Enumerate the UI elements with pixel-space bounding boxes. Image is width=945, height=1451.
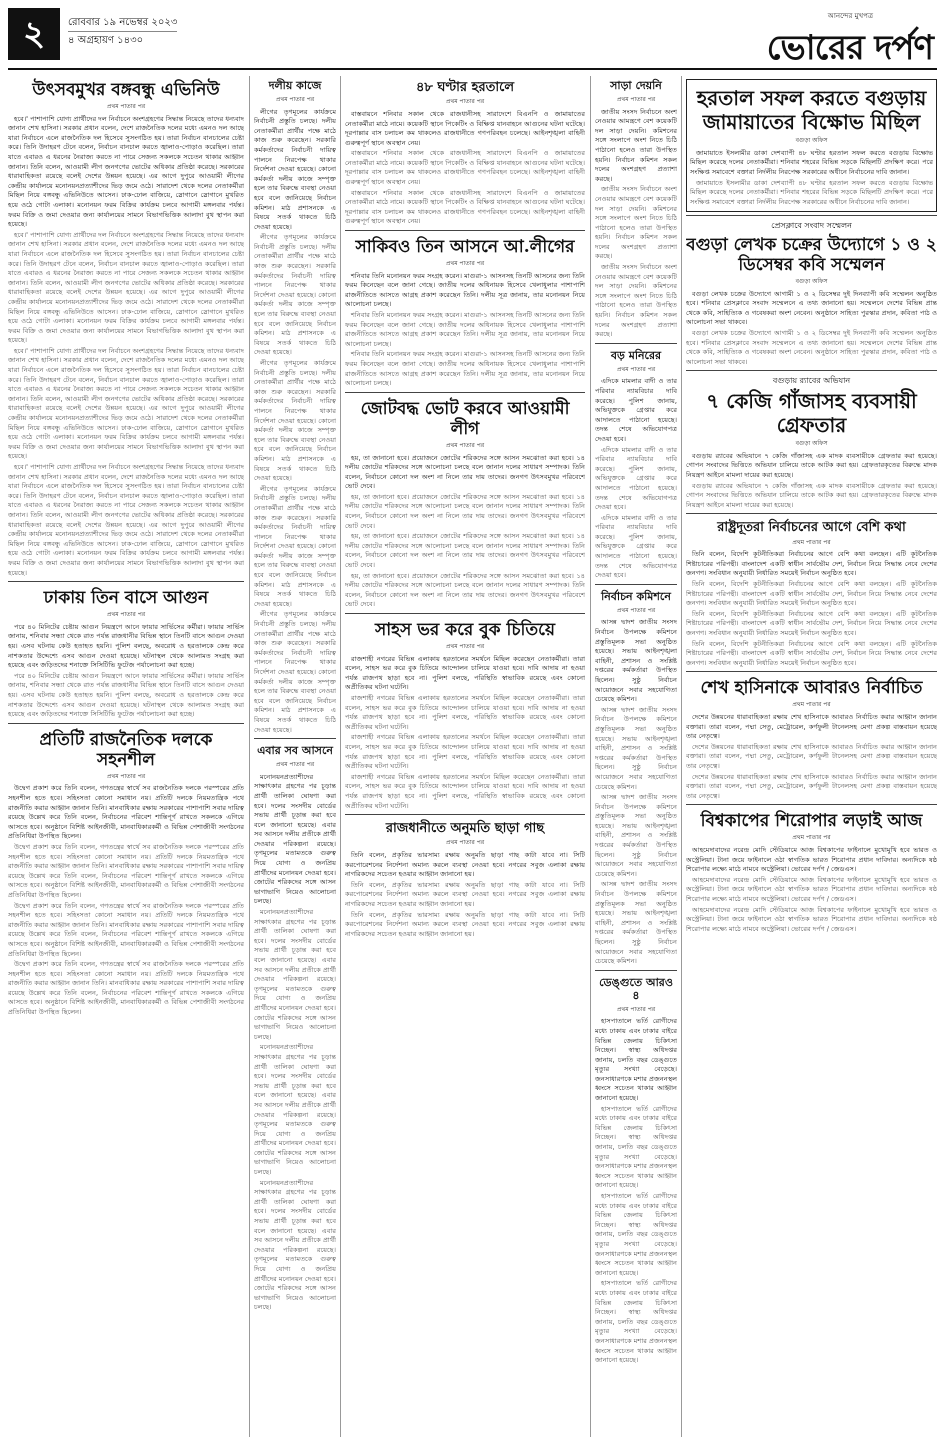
article-body: পরে ৪০ মিনিটের চেষ্টায় আগুন নিয়ন্ত্রণে আনে ফায়ার সার্ভিসের কর্মীরা। ফায়ার সার্ভিস জানায়, শনিবার সন্ধ্যা থেকে রাত পর্যন্ত রাজধানীর বিভিন্ন স্থানে তিনটি বাসে আগুন দেওয়া হয়। এসব ঘটনায় কেউ হতাহত হয়নি। পুলিশ বলছে, অবরোধ ও হরতালকে কেন্দ্র করে নাশকতার উদ্দেশ্যে এসব আগুন দেওয়া হয়েছে। ঘটনাস্থল থেকে আলামত সংগ্রহ করা হয়েছে এবং জড়িতদের শনাক্তে সিসিটিভি ফুটেজ পর্যালোচনা করা হচ্ছে। — [8, 622, 244, 670]
article-body: হাসপাতালে ভর্তি রোগীদের মধ্যে ঢাকায় এবং ঢাকার বাইরে বিভিন্ন জেলায় চিকিৎসা নিচ্ছেন। স্বাস্থ্য অধিদপ্তর জানায়, চলতি বছর ডেঙ্গুতে মৃত্যুর সংখ্যা বেড়েছে। জনসাধারণকে মশার প্রজননস্থল ধ্বংসে সচেতন থাকার আহ্বান জানানো হয়েছে। — [595, 1104, 677, 1190]
article-12 — [595, 343, 677, 581]
kicker: বগুড়ায় র‍্যাবের অভিযান — [772, 376, 851, 386]
article-body: দেশের উন্নয়নের ধারাবাহিকতা রক্ষায় শেখ হাসিনাকে আবারও নির্বাচিত করার আহ্বান জানান বক্তারা। তারা বলেন, পদ্মা সেতু, মেট্রোরেল, কর্ণফুলী টানেলসহ মেগা প্রকল্প বাস্তবায়ন হয়েছে তার নেতৃত্বে। — [686, 742, 937, 770]
article-body: বাস্তবায়নে শনিবার সকাল থেকে রাজধানীসহ সারাদেশে বিএনপি ও জামায়াতের নেতাকর্মীরা মাঠে নামে। কয়েকটি স্থানে পিকেটিং ও বিক্ষিপ্ত যানবাহনে আগুনের ঘটনা ঘটেছে। দূরপাল্লার বাস চলাচল কম থাকলেও রাজধানীতে গণপরিবহন চলেছে। আইনশৃঙ্খলা বাহিনী গুরুত্বপূর্ণ স্থানে অবস্থান নেয়। — [345, 109, 585, 147]
byline: প্রথম পাতার পর — [106, 103, 146, 111]
article-body: হবে।' পাশাপাশি যোগ্য প্রার্থীদের দল নির্বাচনে অংশগ্রহণের সিদ্ধান্ত নিয়েছে তাদের ধন্যবাদ জানান শেখ হাসিনা। সরকার প্রধান বলেন, দেশে রাজনৈতিক দলের মধ্যে এমনও দল আছে যারা নির্বাচনে এলে রাজনৈতিক দল হিসেবে সুসংগঠিত হয়। তারা নির্বাচন বানচালের চেষ্টা করে। তিনি উদাহরণ টেনে বলেন, নির্বাচন বানচাল করতে জ্বালাও-পোড়াও করেছিল। তারা যাতে এবারও এ ধরনের নৈরাজ্য করতে না পারে সেজন্য সকলকে সচেতন থাকার আহ্বান জানান। তিনি বলেন, আওয়ামী লীগ জনগণের ভোটের অধিকার প্রতিষ্ঠা করেছে। সরকারের ধারাবাহিকতা রয়েছে বলেই দেশের উন্নয়ন হয়েছে। এর আগে দুপুরে আওয়ামী লীগের কেন্দ্রীয় কার্যালয়ে মনোনয়নপ্রত্যাশীদের ভিড় জমে ওঠে। সারাদেশ থেকে দলের নেতাকর্মীরা মিছিল নিয়ে বঙ্গবন্ধু এভিনিউতে আসেন। ঢাক-ঢোল বাজিয়ে, স্লোগানে স্লোগানে মুখরিত হয়ে ওঠে গোটা এলাকা। মনোনয়ন ফরম বিক্রির কার্যক্রম চলবে আগামী মঙ্গলবার পর্যন্ত। ফরম বিক্রি ও জমা দেওয়ার জন্য কার্যালয়ের সামনে বিভাগভিত্তিক আলাদা বুথ স্থাপন করা হয়েছে। — [8, 346, 244, 461]
article-body: জামায়াতে ইসলামীর ডাকা দেশব্যাপী ৪৮ ঘণ্টার হরতাল সফল করতে বগুড়ায় বিক্ষোভ মিছিল করেছে দলের নেতাকর্মীরা। শনিবার শহরের বিভিন্ন সড়কে মিছিলটি প্রদক্ষিণ করে। পরে সংক্ষিপ্ত সমাবেশে বক্তারা নির্দলীয় নিরপেক্ষ সরকারের অধীনে নির্বাচনের দাবি জানান। — [690, 148, 933, 176]
headline: দলীয় কাজে — [268, 79, 322, 92]
article-body: হাসপাতালে ভর্তি রোগীদের মধ্যে ঢাকায় এবং ঢাকার বাইরে বিভিন্ন জেলায় চিকিৎসা নিচ্ছেন। স্বাস্থ্য অধিদপ্তর জানায়, চলতি বছর ডেঙ্গুতে মৃত্যুর সংখ্যা বেড়েছে। জনসাধারণকে মশার প্রজননস্থল ধ্বংসে সচেতন থাকার আহ্বান জানানো হয়েছে। — [595, 1192, 677, 1277]
column-3 — [345, 76, 585, 1436]
article-body: রাজশাহী নগরের বিভিন্ন এলাকায় হরতালের সমর্থনে মিছিল করেছেন নেতাকর্মীরা। তারা বলেন, সাহস ভর করে বুক চিতিয়ে আন্দোলন চালিয়ে যাওয়া হবে। দাবি আদায় না হওয়া পর্যন্ত রাজপথ ছাড়া হবে না। পুলিশ বলছে, পরিস্থিতি স্বাভাবিক রয়েছে এবং কোনো অপ্রীতিকর ঘটনা ঘটেনি। — [345, 733, 585, 771]
article-13 — [595, 584, 677, 967]
byline: প্রথম পাতার পর — [106, 772, 146, 780]
byline: বগুড়া অফিস — [795, 137, 828, 145]
byline: প্রথম পাতার পর — [445, 98, 485, 106]
article-8 — [345, 392, 585, 610]
article-body: জাতীয় সংসদ নির্বাচনে অংশ নেওয়ার আমন্ত্রণে বেশ কয়েকটি দল সাড়া দেয়নি। কমিশনের সঙ্গে সংলাপে অংশ নিতে চিঠি পাঠানো হলেও তারা উপস্থিত হয়নি। নির্বাচন কমিশন সকল দলের অংশগ্রহণ প্রত্যাশা করছে। — [595, 107, 677, 183]
byline: প্রথম পাতার পর — [106, 611, 146, 619]
article-6 — [345, 80, 585, 227]
headline: বড় মনিরের — [610, 348, 662, 362]
article-body: বগুড়ায় র‍্যাবের অভিযানে ৭ কেজি গাঁজাসহ এক মাদক ব্যবসায়ীকে গ্রেফতার করা হয়েছে। গোপন সংবাদের ভিত্তিতে অভিযান চালিয়ে তাকে আটক করা হয়। গ্রেফতারকৃতের বিরুদ্ধে মাদক নিয়ন্ত্রণ আইনে মামলা দায়ের করা হয়েছে। — [686, 451, 937, 479]
article-body: আসন্ন দ্বাদশ জাতীয় সংসদ নির্বাচন উপলক্ষে কমিশনে প্রস্তুতিমূলক সভা অনুষ্ঠিত হয়েছে। সভায় আইনশৃঙ্খলা বাহিনী, প্রশাসন ও সংশ্লিষ্ট দপ্তরের কর্মকর্তারা উপস্থিত ছিলেন। সুষ্ঠু নির্বাচন আয়োজনে সবার সহযোগিতা চেয়েছে কমিশন। — [595, 618, 677, 704]
byline: প্রথম পাতার পর — [445, 643, 485, 651]
article-body: শনিবার তিনি মনোনয়ন ফরম সংগ্রহ করেন। মাগুরা-১ আসনসহ তিনটি আসনের জন্য তিনি ফরম কিনেছেন বলে জানা গেছে। জাতীয় দলের অধিনায়ক হিসেবে খেলাধুলার পাশাপাশি রাজনীতিতে আসতে আগ্রহ প্রকাশ করেছেন তিনি। দলীয় সূত্র জানায়, তার মনোনয়ন নিয়ে আলোচনা চলছে। — [345, 350, 585, 388]
page-number: ২ — [8, 8, 60, 60]
article-body: আসন্ন দ্বাদশ জাতীয় সংসদ নির্বাচন উপলক্ষে কমিশনে প্রস্তুতিমূলক সভা অনুষ্ঠিত হয়েছে। সভায় আইনশৃঙ্খলা বাহিনী, প্রশাসন ও সংশ্লিষ্ট দপ্তরের কর্মকর্তারা উপস্থিত ছিলেন। সুষ্ঠু নির্বাচন আয়োজনে সবার সহযোগিতা চেয়েছে কমিশন। — [595, 705, 677, 791]
column-5 — [686, 76, 937, 1436]
headline: নির্বাচন কমিশনে — [601, 589, 671, 603]
article-body: এদিকে মামলার বাদী ও তার পরিবার ন্যায়বিচার দাবি করেছে। পুলিশ জানায়, অভিযুক্তকে গ্রেপ্তার করে আদালতে পাঠানো হয়েছে। তদন্ত শেষে অভিযোগপত্র দেওয়া হবে। — [595, 445, 677, 512]
article-body: তিনি বলেন, বিদেশি কূটনীতিকরা নির্বাচনের আগে বেশি কথা বলছেন। এটি কূটনৈতিক শিষ্টাচারের পরিপন্থী। বাংলাদেশ একটি স্বাধীন সার্বভৌম দেশ, নির্বাচন নিয়ে সিদ্ধান্ত নেবে দেশের জনগণ। সংবিধান অনুযায়ী নির্ধারিত সময়েই নির্বাচন অনুষ্ঠিত হবে। — [686, 609, 937, 637]
byline: প্রথম পাতার পর — [616, 365, 656, 373]
article-body: বাস্তবায়নে শনিবার সকাল থেকে রাজধানীসহ সারাদেশে বিএনপি ও জামায়াতের নেতাকর্মীরা মাঠে নামে। কয়েকটি স্থানে পিকেটিং ও বিক্ষিপ্ত যানবাহনে আগুনের ঘটনা ঘটেছে। দূরপাল্লার বাস চলাচল কম থাকলেও রাজধানীতে গণপরিবহন চলেছে। আইনশৃঙ্খলা বাহিনী গুরুত্বপূর্ণ স্থানে অবস্থান নেয়। — [345, 149, 585, 187]
article-body: আহমেদাবাদের নরেন্দ্র মোদি স্টেডিয়ামে আজ বিশ্বকাপের ফাইনালে মুখোমুখি হবে ভারত ও অস্ট্রেলিয়া। টানা জয়ে ফাইনালে ওঠা স্বাগতিক ভারত শিরোপার প্রধান দাবিদার। অন্যদিকে ষষ্ঠ শিরোপার লক্ষ্যে মাঠে নামবে অস্ট্রেলিয়া। ভোরের দর্পণ / জেডএস। — [686, 905, 937, 933]
headline: সাড়া দেয়নি — [610, 79, 662, 92]
article-body: উদ্বেগ প্রকাশ করে তিনি বলেন, গণতন্ত্রের স্বার্থে সব রাজনৈতিক দলকে পরস্পরের প্রতি সহনশীল হতে হবে। সহিংসতা কোনো সমাধান নয়। প্রতিটি দলকে নিয়মতান্ত্রিক পথে রাজনীতি করার আহ্বান জানান তিনি। মানবাধিকার রক্ষায় সরকারের পাশাপাশি সবার দায়িত্ব রয়েছে উল্লেখ করে তিনি বলেন, নির্বাচনের পরিবেশ শান্তিপূর্ণ রাখতে সকলকে এগিয়ে আসতে হবে। অনুষ্ঠানে বিশিষ্ট আইনজীবী, মানবাধিকারকর্মী ও বিভিন্ন পেশাজীবী সংগঠনের প্রতিনিধিরা উপস্থিত ছিলেন। — [8, 901, 244, 958]
article-body: রাজশাহী নগরের বিভিন্ন এলাকায় হরতালের সমর্থনে মিছিল করেছেন নেতাকর্মীরা। তারা বলেন, সাহস ভর করে বুক চিতিয়ে আন্দোলন চালিয়ে যাওয়া হবে। দাবি আদায় না হওয়া পর্যন্ত রাজপথ ছাড়া হবে না। পুলিশ বলছে, পরিস্থিতি স্বাভাবিক রয়েছে এবং কোনো অপ্রীতিকর ঘটনা ঘটেনি। — [345, 772, 585, 810]
byline: বগুড়া অফিস — [795, 440, 828, 448]
article-body: হাসপাতালে ভর্তি রোগীদের মধ্যে ঢাকায় এবং ঢাকার বাইরে বিভিন্ন জেলায় চিকিৎসা নিচ্ছেন। স্বাস্থ্য অধিদপ্তর জানায়, চলতি বছর ডেঙ্গুতে মৃত্যুর সংখ্যা বেড়েছে। জনসাধারণকে মশার প্রজননস্থল ধ্বংসে সচেতন থাকার আহ্বান জানানো হয়েছে। — [595, 1279, 677, 1365]
article-body: লীগের তৃণমূলের কার্যক্রমে নির্বাচনী প্রস্তুতি চলছে। দলীয় নেতাকর্মীরা প্রার্থীর পক্ষে মাঠে কাজ শুরু করেছেন। সরকারি কর্মকর্তাদের নির্বাচনী দায়িত্ব পালনে নিরপেক্ষ থাকার নির্দেশনা দেওয়া হয়েছে। কোনো কর্মকর্তা দলীয় কাজে সম্পৃক্ত হলে তার বিরুদ্ধে ব্যবস্থা নেওয়া হবে বলে জানিয়েছে নির্বাচন কমিশন। মাঠ প্রশাসনকে এ বিষয়ে সতর্ক থাকতে চিঠি দেওয়া হয়েছে। — [254, 233, 336, 357]
headline: ঢাকায় তিন বাসে আগুন — [43, 588, 209, 609]
page-header — [8, 8, 937, 70]
article-15 — [686, 79, 937, 212]
article-3 — [8, 723, 244, 1018]
headline: উৎসবমুখর বঙ্গবন্ধু এভিনিউ — [32, 80, 220, 100]
article-body: তিনি বলেন, প্রকৃতির ভারসাম্য রক্ষায় অনুমতি ছাড়া গাছ কাটা যাবে না। সিটি করপোরেশনের নির্দেশনা অমান্য করলে ব্যবস্থা নেওয়া হবে। নগরের সবুজ এলাকা রক্ষায় নাগরিকদের সচেতন হওয়ার আহ্বান জানানো হয়। — [345, 880, 585, 909]
article-body: বগুড়া লেখক চক্রের উদ্যোগে আগামী ১ ও ২ ডিসেম্বর দুই দিনব্যাপী কবি সম্মেলন অনুষ্ঠিত হবে। শনিবার প্রেসক্লাবে সংবাদ সম্মেলনে এ তথ্য জানানো হয়। সম্মেলনে দেশের বিভিন্ন প্রান্ত থেকে কবি, সাহিত্যিক ও গবেষকরা অংশ নেবেন। অনুষ্ঠানে সাহিত্য পুরস্কার প্রদান, কবিতা পাঠ ও আলোচনা সভা থাকবে। — [686, 329, 937, 366]
article-2 — [8, 581, 244, 720]
article-body: এদিকে মামলার বাদী ও তার পরিবার ন্যায়বিচার দাবি করেছে। পুলিশ জানায়, অভিযুক্তকে গ্রেপ্তার করে আদালতে পাঠানো হয়েছে। তদন্ত শেষে অভিযোগপত্র দেওয়া হবে। — [595, 513, 677, 580]
article-body: বাস্তবায়নে শনিবার সকাল থেকে রাজধানীসহ সারাদেশে বিএনপি ও জামায়াতের নেতাকর্মীরা মাঠে নামে। কয়েকটি স্থানে পিকেটিং ও বিক্ষিপ্ত যানবাহনে আগুনের ঘটনা ঘটেছে। দূরপাল্লার বাস চলাচল কম থাকলেও রাজধানীতে গণপরিবহন চলেছে। আইনশৃঙ্খলা বাহিনী গুরুত্বপূর্ণ স্থানে অবস্থান নেয়। — [345, 188, 585, 226]
headline: রাজধানীতে অনুমতি ছাড়া গাছ — [385, 821, 545, 837]
article-body: পরে ৪০ মিনিটের চেষ্টায় আগুন নিয়ন্ত্রণে আনে ফায়ার সার্ভিসের কর্মীরা। ফায়ার সার্ভিস জানায়, শনিবার সন্ধ্যা থেকে রাত পর্যন্ত রাজধানীর বিভিন্ন স্থানে তিনটি বাসে আগুন দেওয়া হয়। এসব ঘটনায় কেউ হতাহত হয়নি। পুলিশ বলছে, অবরোধ ও হরতালকে কেন্দ্র করে নাশকতার উদ্দেশ্যে এসব আগুন দেওয়া হয়েছে। ঘটনাস্থল থেকে আলামত সংগ্রহ করা হয়েছে এবং জড়িতদের শনাক্তে সিসিটিভি ফুটেজ পর্যালোচনা করা হচ্ছে। — [8, 671, 244, 719]
column-2 — [254, 76, 336, 1436]
article-body: আহমেদাবাদের নরেন্দ্র মোদি স্টেডিয়ামে আজ বিশ্বকাপের ফাইনালে মুখোমুখি হবে ভারত ও অস্ট্রেলিয়া। টানা জয়ে ফাইনালে ওঠা স্বাগতিক ভারত শিরোপার প্রধান দাবিদার। অন্যদিকে ষষ্ঠ শিরোপার লক্ষ্যে মাঠে নামবে অস্ট্রেলিয়া। ভোরের দর্পণ / জেডএস। — [686, 845, 937, 874]
article-body: দেশের উন্নয়নের ধারাবাহিকতা রক্ষায় শেখ হাসিনাকে আবারও নির্বাচিত করার আহ্বান জানান বক্তারা। তারা বলেন, পদ্মা সেতু, মেট্রোরেল, কর্ণফুলী টানেলসহ মেগা প্রকল্প বাস্তবায়ন হয়েছে তার নেতৃত্বে। — [686, 772, 937, 800]
article-body: মনোনয়নপ্রত্যাশীদের সাক্ষাৎকার গ্রহণের পর চূড়ান্ত প্রার্থী তালিকা ঘোষণা করা হবে। দলের সংসদীয় বোর্ডের সভায় প্রার্থী চূড়ান্ত করা হবে বলে জানানো হয়েছে। এবার সব আসনে দলীয় প্রতীকে প্রার্থী দেওয়ার পরিকল্পনা রয়েছে। তৃণমূলের মতামতকে গুরুত্ব দিয়ে যোগ্য ও জনপ্রিয় প্রার্থীদের মনোনয়ন দেওয়া হবে। জোটের শরিকদের সঙ্গে আসন ভাগাভাগি নিয়েও আলোচনা চলছে। — [254, 772, 336, 906]
article-body: হবে।' পাশাপাশি যোগ্য প্রার্থীদের দল নির্বাচনে অংশগ্রহণের সিদ্ধান্ত নিয়েছে তাদের ধন্যবাদ জানান শেখ হাসিনা। সরকার প্রধান বলেন, দেশে রাজনৈতিক দলের মধ্যে এমনও দল আছে যারা নির্বাচনে এলে রাজনৈতিক দল হিসেবে সুসংগঠিত হয়। তারা নির্বাচন বানচালের চেষ্টা করে। তিনি উদাহরণ টেনে বলেন, নির্বাচন বানচাল করতে জ্বালাও-পোড়াও করেছিল। তারা যাতে এবারও এ ধরনের নৈরাজ্য করতে না পারে সেজন্য সকলকে সচেতন থাকার আহ্বান জানান। তিনি বলেন, আওয়ামী লীগ জনগণের ভোটের অধিকার প্রতিষ্ঠা করেছে। সরকারের ধারাবাহিকতা রয়েছে বলেই দেশের উন্নয়ন হয়েছে। এর আগে দুপুরে আওয়ামী লীগের কেন্দ্রীয় কার্যালয়ে মনোনয়নপ্রত্যাশীদের ভিড় জমে ওঠে। সারাদেশ থেকে দলের নেতাকর্মীরা মিছিল নিয়ে বঙ্গবন্ধু এভিনিউতে আসেন। ঢাক-ঢোল বাজিয়ে, স্লোগানে স্লোগানে মুখরিত হয়ে ওঠে গোটা এলাকা। মনোনয়ন ফরম বিক্রির কার্যক্রম চলবে আগামী মঙ্গলবার পর্যন্ত। ফরম বিক্রি ও জমা দেওয়ার জন্য কার্যালয়ের সামনে বিভাগভিত্তিক আলাদা বুথ স্থাপন করা হয়েছে। — [8, 114, 244, 229]
column-rule — [340, 76, 341, 1437]
article-body: লীগের তৃণমূলের কার্যক্রমে নির্বাচনী প্রস্তুতি চলছে। দলীয় নেতাকর্মীরা প্রার্থীর পক্ষে মাঠে কাজ শুরু করেছেন। সরকারি কর্মকর্তাদের নির্বাচনী দায়িত্ব পালনে নিরপেক্ষ থাকার নির্দেশনা দেওয়া হয়েছে। কোনো কর্মকর্তা দলীয় কাজে সম্পৃক্ত হলে তার বিরুদ্ধে ব্যবস্থা নেওয়া হবে বলে জানিয়েছে নির্বাচন কমিশন। মাঠ প্রশাসনকে এ বিষয়ে সতর্ক থাকতে চিঠি দেওয়া হয়েছে। — [254, 484, 336, 608]
article-body: রাজশাহী নগরের বিভিন্ন এলাকায় হরতালের সমর্থনে মিছিল করেছেন নেতাকর্মীরা। তারা বলেন, সাহস ভর করে বুক চিতিয়ে আন্দোলন চালিয়ে যাওয়া হবে। দাবি আদায় না হওয়া পর্যন্ত রাজপথ ছাড়া হবে না। পুলিশ বলছে, পরিস্থিতি স্বাভাবিক রয়েছে এবং কোনো অপ্রীতিকর ঘটনা ঘটেনি। — [345, 694, 585, 731]
article-body: দেশের উন্নয়নের ধারাবাহিকতা রক্ষায় শেখ হাসিনাকে আবারও নির্বাচিত করার আহ্বান জানান বক্তারা। তারা বলেন, পদ্মা সেতু, মেট্রোরেল, কর্ণফুলী টানেলসহ মেগা প্রকল্প বাস্তবায়ন হয়েছে তার নেতৃত্বে। — [686, 713, 937, 741]
headline: হরতাল সফল করতে বগুড়ায় জামায়াতের বিক্ষোভ মিছিল — [696, 86, 927, 134]
byline: প্রথম পাতার পর — [445, 260, 485, 268]
newspaper-name: ভোরের দর্পণ — [766, 28, 933, 68]
article-body: আসন্ন দ্বাদশ জাতীয় সংসদ নির্বাচন উপলক্ষে কমিশনে প্রস্তুতিমূলক সভা অনুষ্ঠিত হয়েছে। সভায় আইনশৃঙ্খলা বাহিনী, প্রশাসন ও সংশ্লিষ্ট দপ্তরের কর্মকর্তারা উপস্থিত ছিলেন। সুষ্ঠু নির্বাচন আয়োজনে সবার সহযোগিতা চেয়েছে কমিশন। — [595, 880, 677, 966]
article-1 — [8, 80, 244, 578]
article-body: জাতীয় সংসদ নির্বাচনে অংশ নেওয়ার আমন্ত্রণে বেশ কয়েকটি দল সাড়া দেয়নি। কমিশনের সঙ্গে সংলাপে অংশ নিতে চিঠি পাঠানো হলেও তারা উপস্থিত হয়নি। নির্বাচন কমিশন সকল দলের অংশগ্রহণ প্রত্যাশা করছে। — [595, 185, 677, 261]
article-body: তিনি বলেন, বিদেশি কূটনীতিকরা নির্বাচনের আগে বেশি কথা বলছেন। এটি কূটনৈতিক শিষ্টাচারের পরিপন্থী। বাংলাদেশ একটি স্বাধীন সার্বভৌম দেশ, নির্বাচন নিয়ে সিদ্ধান্ত নেবে দেশের জনগণ। সংবিধান অনুযায়ী নির্ধারিত সময়েই নির্বাচন অনুষ্ঠিত হবে। — [686, 550, 937, 578]
article-20 — [686, 804, 937, 934]
byline: প্রথম পাতার পর — [792, 701, 831, 709]
article-body: আসন্ন দ্বাদশ জাতীয় সংসদ নির্বাচন উপলক্ষে কমিশনে প্রস্তুতিমূলক সভা অনুষ্ঠিত হয়েছে। সভায় আইনশৃঙ্খলা বাহিনী, প্রশাসন ও সংশ্লিষ্ট দপ্তরের কর্মকর্তারা উপস্থিত ছিলেন। সুষ্ঠু নির্বাচন আয়োজনে সবার সহযোগিতা চেয়েছে কমিশন। — [595, 793, 677, 878]
headline: রাষ্ট্রদূতরা নির্বাচনের আগে বেশি কথা — [717, 520, 906, 536]
masthead-tagline: আনন্দের মুখপত্র — [827, 12, 873, 20]
article-body: উদ্বেগ প্রকাশ করে তিনি বলেন, গণতন্ত্রের স্বার্থে সব রাজনৈতিক দলকে পরস্পরের প্রতি সহনশীল হতে হবে। সহিংসতা কোনো সমাধান নয়। প্রতিটি দলকে নিয়মতান্ত্রিক পথে রাজনীতি করার আহ্বান জানান তিনি। মানবাধিকার রক্ষায় সরকারের পাশাপাশি সবার দায়িত্ব রয়েছে উল্লেখ করে তিনি বলেন, নির্বাচনের পরিবেশ শান্তিপূর্ণ রাখতে সকলকে এগিয়ে আসতে হবে। অনুষ্ঠানে বিশিষ্ট আইনজীবী, মানবাধিকারকর্মী ও বিভিন্ন পেশাজীবী সংগঠনের প্রতিনিধিরা উপস্থিত ছিলেন। — [8, 784, 244, 841]
kicker: প্রেসক্লাবে সংবাদ সম্মেলন — [771, 221, 852, 231]
article-7 — [345, 230, 585, 389]
article-body: লীগের তৃণমূলের কার্যক্রমে নির্বাচনী প্রস্তুতি চলছে। দলীয় নেতাকর্মীরা প্রার্থীর পক্ষে মাঠে কাজ শুরু করেছেন। সরকারি কর্মকর্তাদের নির্বাচনী দায়িত্ব পালনে নিরপেক্ষ থাকার নির্দেশনা দেওয়া হয়েছে। কোনো কর্মকর্তা দলীয় কাজে সম্পৃক্ত হলে তার বিরুদ্ধে ব্যবস্থা নেওয়া হবে বলে জানিয়েছে নির্বাচন কমিশন। মাঠ প্রশাসনকে এ বিষয়ে সতর্ক থাকতে চিঠি দেওয়া হয়েছে। — [254, 359, 336, 483]
headline: ৭ কেজি গাঁজাসহ ব্যবসায়ী গ্রেফতার — [706, 388, 917, 437]
byline: প্রথম পাতার পর — [445, 839, 485, 847]
headline: ৪৮ ঘণ্টার হরতালে — [415, 80, 515, 95]
article-body: জাতীয় সংসদ নির্বাচনে অংশ নেওয়ার আমন্ত্রণে বেশ কয়েকটি দল সাড়া দেয়নি। কমিশনের সঙ্গে সংলাপে অংশ নিতে চিঠি পাঠানো হলেও তারা উপস্থিত হয়নি। নির্বাচন কমিশন সকল দলের অংশগ্রহণ প্রত্যাশা করছে। — [595, 263, 677, 339]
byline: প্রথম পাতার পর — [616, 606, 656, 614]
article-body: মনোনয়নপ্রত্যাশীদের সাক্ষাৎকার গ্রহণের পর চূড়ান্ত প্রার্থী তালিকা ঘোষণা করা হবে। দলের সংসদীয় বোর্ডের সভায় প্রার্থী চূড়ান্ত করা হবে বলে জানানো হয়েছে। এবার সব আসনে দলীয় প্রতীকে প্রার্থী দেওয়ার পরিকল্পনা রয়েছে। তৃণমূলের মতামতকে গুরুত্ব দিয়ে যোগ্য ও জনপ্রিয় প্রার্থীদের মনোনয়ন দেওয়া হবে। জোটের শরিকদের সঙ্গে আসন ভাগাভাগি নিয়েও আলোচনা চলছে। — [254, 908, 336, 1041]
article-body: তিনি বলেন, প্রকৃতির ভারসাম্য রক্ষায় অনুমতি ছাড়া গাছ কাটা যাবে না। সিটি করপোরেশনের নির্দেশনা অমান্য করলে ব্যবস্থা নেওয়া হবে। নগরের সবুজ এলাকা রক্ষায় নাগরিকদের সচেতন হওয়ার আহ্বান জানানো হয়। — [345, 851, 585, 879]
article-body: হয়, তা জানানো হবে। প্রয়োজনে জোটের শরিকদের সঙ্গে আসন সমঝোতা করা হবে। ১৪ দলীয় জোটের শরিকদের সঙ্গে আলোচনা চলছে বলে জানান দলের সাধারণ সম্পাদক। তিনি বলেন, নির্বাচনে কোনো দল অংশ না নিলে তার দায় তাদের। জনগণ উৎসবমুখর পরিবেশে ভোট দেবে। — [345, 492, 585, 530]
article-body: এদিকে মামলার বাদী ও তার পরিবার ন্যায়বিচার দাবি করেছে। পুলিশ জানায়, অভিযুক্তকে গ্রেপ্তার করে আদালতে পাঠানো হয়েছে। তদন্ত শেষে অভিযোগপত্র দেওয়া হবে। — [595, 377, 677, 443]
article-body: মনোনয়নপ্রত্যাশীদের সাক্ষাৎকার গ্রহণের পর চূড়ান্ত প্রার্থী তালিকা ঘোষণা করা হবে। দলের সংসদীয় বোর্ডের সভায় প্রার্থী চূড়ান্ত করা হবে বলে জানানো হয়েছে। এবার সব আসনে দলীয় প্রতীকে প্রার্থী দেওয়ার পরিকল্পনা রয়েছে। তৃণমূলের মতামতকে গুরুত্ব দিয়ে যোগ্য ও জনপ্রিয় প্রার্থীদের মনোনয়ন দেওয়া হবে। জোটের শরিকদের সঙ্গে আসন ভাগাভাগি নিয়েও আলোচনা চলছে। — [254, 1043, 336, 1177]
article-body: বগুড়ায় র‍্যাবের অভিযানে ৭ কেজি গাঁজাসহ এক মাদক ব্যবসায়ীকে গ্রেফতার করা হয়েছে। গোপন সংবাদের ভিত্তিতে অভিযান চালিয়ে তাকে আটক করা হয়। গ্রেফতারকৃতের বিরুদ্ধে মাদক নিয়ন্ত্রণ আইনে মামলা দায়ের করা হয়েছে। — [686, 481, 937, 509]
article-4 — [254, 80, 336, 735]
column-4 — [595, 76, 677, 1436]
article-body: তিনি বলেন, বিদেশি কূটনীতিকরা নির্বাচনের আগে বেশি কথা বলছেন। এটি কূটনৈতিক শিষ্টাচারের পরিপন্থী। বাংলাদেশ একটি স্বাধীন সার্বভৌম দেশ, নির্বাচন নিয়ে সিদ্ধান্ত নেবে দেশের জনগণ। সংবিধান অনুযায়ী নির্ধারিত সময়েই নির্বাচন অনুষ্ঠিত হবে। — [686, 639, 937, 667]
headline: সাহস ভর করে বুক চিতিয়ে — [375, 620, 555, 640]
headline: প্রতিটি রাজনৈতিক দলকে সহনশীল — [39, 729, 213, 770]
masthead — [767, 10, 933, 79]
article-body: হবে।' পাশাপাশি যোগ্য প্রার্থীদের দল নির্বাচনে অংশগ্রহণের সিদ্ধান্ত নিয়েছে তাদের ধন্যবাদ জানান শেখ হাসিনা। সরকার প্রধান বলেন, দেশে রাজনৈতিক দলের মধ্যে এমনও দল আছে যারা নির্বাচনে এলে রাজনৈতিক দল হিসেবে সুসংগঠিত হয়। তারা নির্বাচন বানচালের চেষ্টা করে। তিনি উদাহরণ টেনে বলেন, নির্বাচন বানচাল করতে জ্বালাও-পোড়াও করেছিল। তারা যাতে এবারও এ ধরনের নৈরাজ্য করতে না পারে সেজন্য সকলকে সচেতন থাকার আহ্বান জানান। তিনি বলেন, আওয়ামী লীগ জনগণের ভোটের অধিকার প্রতিষ্ঠা করেছে। সরকারের ধারাবাহিকতা রয়েছে বলেই দেশের উন্নয়ন হয়েছে। এর আগে দুপুরে আওয়ামী লীগের কেন্দ্রীয় কার্যালয়ে মনোনয়নপ্রত্যাশীদের ভিড় জমে ওঠে। সারাদেশ থেকে দলের নেতাকর্মীরা মিছিল নিয়ে বঙ্গবন্ধু এভিনিউতে আসেন। ঢাক-ঢোল বাজিয়ে, স্লোগানে স্লোগানে মুখরিত হয়ে ওঠে গোটা এলাকা। মনোনয়ন ফরম বিক্রির কার্যক্রম চলবে আগামী মঙ্গলবার পর্যন্ত। ফরম বিক্রি ও জমা দেওয়ার জন্য কার্যালয়ের সামনে বিভাগভিত্তিক আলাদা বুথ স্থাপন করা হয়েছে। — [8, 463, 244, 577]
byline: প্রথম পাতার পর — [616, 1005, 656, 1013]
article-body: উদ্বেগ প্রকাশ করে তিনি বলেন, গণতন্ত্রের স্বার্থে সব রাজনৈতিক দলকে পরস্পরের প্রতি সহনশীল হতে হবে। সহিংসতা কোনো সমাধান নয়। প্রতিটি দলকে নিয়মতান্ত্রিক পথে রাজনীতি করার আহ্বান জানান তিনি। মানবাধিকার রক্ষায় সরকারের পাশাপাশি সবার দায়িত্ব রয়েছে উল্লেখ করে তিনি বলেন, নির্বাচনের পরিবেশ শান্তিপূর্ণ রাখতে সকলকে এগিয়ে আসতে হবে। অনুষ্ঠানে বিশিষ্ট আইনজীবী, মানবাধিকারকর্মী ও বিভিন্ন পেশাজীবী সংগঠনের প্রতিনিধিরা উপস্থিত ছিলেন। — [8, 842, 244, 899]
headline: শেখ হাসিনাকে আবারও নির্বাচিত — [700, 678, 923, 699]
article-5 — [254, 738, 336, 1313]
article-body: আহমেদাবাদের নরেন্দ্র মোদি স্টেডিয়ামে আজ বিশ্বকাপের ফাইনালে মুখোমুখি হবে ভারত ও অস্ট্রেলিয়া। টানা জয়ে ফাইনালে ওঠা স্বাগতিক ভারত শিরোপার প্রধান দাবিদার। অন্যদিকে ষষ্ঠ শিরোপার লক্ষ্যে মাঠে নামবে অস্ট্রেলিয়া। ভোরের দর্পণ / জেডএস। — [686, 875, 937, 903]
date-gregorian: রোববার ১৯ নভেম্বর ২০২৩ — [68, 17, 178, 28]
article-16 — [686, 215, 937, 367]
article-body: হয়, তা জানানো হবে। প্রয়োজনে জোটের শরিকদের সঙ্গে আসন সমঝোতা করা হবে। ১৪ দলীয় জোটের শরিকদের সঙ্গে আলোচনা চলছে বলে জানান দলের সাধারণ সম্পাদক। তিনি বলেন, নির্বাচনে কোনো দল অংশ না নিলে তার দায় তাদের। জনগণ উৎসবমুখর পরিবেশে ভোট দেবে। — [345, 453, 585, 491]
article-11 — [595, 80, 677, 340]
article-body: জামায়াতে ইসলামীর ডাকা দেশব্যাপী ৪৮ ঘণ্টার হরতাল সফল করতে বগুড়ায় বিক্ষোভ মিছিল করেছে দলের নেতাকর্মীরা। শনিবার শহরের বিভিন্ন সড়কে মিছিলটি প্রদক্ষিণ করে। পরে সংক্ষিপ্ত সমাবেশে বক্তারা নির্দলীয় নিরপেক্ষ সরকারের অধীনে নির্বাচনের দাবি জানান। — [690, 178, 933, 206]
article-body: হাসপাতালে ভর্তি রোগীদের মধ্যে ঢাকায় এবং ঢাকার বাইরে বিভিন্ন জেলায় চিকিৎসা নিচ্ছেন। স্বাস্থ্য অধিদপ্তর জানায়, চলতি বছর ডেঙ্গুতে মৃত্যুর সংখ্যা বেড়েছে। জনসাধারণকে মশার প্রজননস্থল ধ্বংসে সচেতন থাকার আহ্বান জানানো হয়েছে। — [595, 1017, 677, 1103]
article-17 — [686, 370, 937, 510]
article-body: শনিবার তিনি মনোনয়ন ফরম সংগ্রহ করেন। মাগুরা-১ আসনসহ তিনটি আসনের জন্য তিনি ফরম কিনেছেন বলে জানা গেছে। জাতীয় দলের অধিনায়ক হিসেবে খেলাধুলার পাশাপাশি রাজনীতিতে আসতে আগ্রহ প্রকাশ করেছেন তিনি। দলীয় সূত্র জানায়, তার মনোনয়ন নিয়ে আলোচনা চলছে। — [345, 271, 585, 309]
column-1 — [8, 76, 244, 1436]
article-body: হবে।' পাশাপাশি যোগ্য প্রার্থীদের দল নির্বাচনে অংশগ্রহণের সিদ্ধান্ত নিয়েছে তাদের ধন্যবাদ জানান শেখ হাসিনা। সরকার প্রধান বলেন, দেশে রাজনৈতিক দলের মধ্যে এমনও দল আছে যারা নির্বাচনে এলে রাজনৈতিক দল হিসেবে সুসংগঠিত হয়। তারা নির্বাচন বানচালের চেষ্টা করে। তিনি উদাহরণ টেনে বলেন, নির্বাচন বানচাল করতে জ্বালাও-পোড়াও করেছিল। তারা যাতে এবারও এ ধরনের নৈরাজ্য করতে না পারে সেজন্য সকলকে সচেতন থাকার আহ্বান জানান। তিনি বলেন, আওয়ামী লীগ জনগণের ভোটের অধিকার প্রতিষ্ঠা করেছে। সরকারের ধারাবাহিকতা রয়েছে বলেই দেশের উন্নয়ন হয়েছে। এর আগে দুপুরে আওয়ামী লীগের কেন্দ্রীয় কার্যালয়ে মনোনয়নপ্রত্যাশীদের ভিড় জমে ওঠে। সারাদেশ থেকে দলের নেতাকর্মীরা মিছিল নিয়ে বঙ্গবন্ধু এভিনিউতে আসেন। ঢাক-ঢোল বাজিয়ে, স্লোগানে স্লোগানে মুখরিত হয়ে ওঠে গোটা এলাকা। মনোনয়ন ফরম বিক্রির কার্যক্রম চলবে আগামী মঙ্গলবার পর্যন্ত। ফরম বিক্রি ও জমা দেওয়ার জন্য কার্যালয়ের সামনে বিভাগভিত্তিক আলাদা বুথ স্থাপন করা হয়েছে। — [8, 230, 244, 345]
article-body: লীগের তৃণমূলের কার্যক্রমে নির্বাচনী প্রস্তুতি চলছে। দলীয় নেতাকর্মীরা প্রার্থীর পক্ষে মাঠে কাজ শুরু করেছেন। সরকারি কর্মকর্তাদের নির্বাচনী দায়িত্ব পালনে নিরপেক্ষ থাকার নির্দেশনা দেওয়া হয়েছে। কোনো কর্মকর্তা দলীয় কাজে সম্পৃক্ত হলে তার বিরুদ্ধে ব্যবস্থা নেওয়া হবে বলে জানিয়েছে নির্বাচন কমিশন। মাঠ প্রশাসনকে এ বিষয়ে সতর্ক থাকতে চিঠি দেওয়া হয়েছে। — [254, 610, 336, 734]
article-19 — [686, 671, 937, 801]
byline: প্রথম পাতার পর — [792, 834, 831, 842]
headline: ডেঙ্গুতে আরও ৪ — [599, 975, 673, 1002]
byline: প্রথম পাতার পর — [275, 95, 315, 103]
byline: প্রথম পাতার পর — [616, 95, 656, 103]
article-body: হয়, তা জানানো হবে। প্রয়োজনে জোটের শরিকদের সঙ্গে আসন সমঝোতা করা হবে। ১৪ দলীয় জোটের শরিকদের সঙ্গে আলোচনা চলছে বলে জানান দলের সাধারণ সম্পাদক। তিনি বলেন, নির্বাচনে কোনো দল অংশ না নিলে তার দায় তাদের। জনগণ উৎসবমুখর পরিবেশে ভোট দেবে। — [345, 571, 585, 609]
byline: বগুড়া অফিস — [795, 278, 828, 286]
article-18 — [686, 513, 937, 668]
headline: এবার সব আসনে — [257, 744, 333, 758]
headline: সাকিবও তিন আসনে আ.লীগের — [355, 237, 575, 258]
byline: প্রথম পাতার পর — [445, 441, 485, 449]
article-body: মনোনয়নপ্রত্যাশীদের সাক্ষাৎকার গ্রহণের পর চূড়ান্ত প্রার্থী তালিকা ঘোষণা করা হবে। দলের সংসদীয় বোর্ডের সভায় প্রার্থী চূড়ান্ত করা হবে বলে জানানো হয়েছে। এবার সব আসনে দলীয় প্রতীকে প্রার্থী দেওয়ার পরিকল্পনা রয়েছে। তৃণমূলের মতামতকে গুরুত্ব দিয়ে যোগ্য ও জনপ্রিয় প্রার্থীদের মনোনয়ন দেওয়া হবে। জোটের শরিকদের সঙ্গে আসন ভাগাভাগি নিয়েও আলোচনা চলছে। — [254, 1178, 336, 1312]
article-body: হয়, তা জানানো হবে। প্রয়োজনে জোটের শরিকদের সঙ্গে আসন সমঝোতা করা হবে। ১৪ দলীয় জোটের শরিকদের সঙ্গে আলোচনা চলছে বলে জানান দলের সাধারণ সম্পাদক। তিনি বলেন, নির্বাচনে কোনো দল অংশ না নিলে তার দায় তাদের। জনগণ উৎসবমুখর পরিবেশে ভোট দেবে। — [345, 532, 585, 570]
article-body: বগুড়া লেখক চক্রের উদ্যোগে আগামী ১ ও ২ ডিসেম্বর দুই দিনব্যাপী কবি সম্মেলন অনুষ্ঠিত হবে। শনিবার প্রেসক্লাবে সংবাদ সম্মেলনে এ তথ্য জানানো হয়। সম্মেলনে দেশের বিভিন্ন প্রান্ত থেকে কবি, সাহিত্যিক ও গবেষকরা অংশ নেবেন। অনুষ্ঠানে সাহিত্য পুরস্কার প্রদান, কবিতা পাঠ ও আলোচনা সভা থাকবে। — [686, 289, 937, 327]
article-body: রাজশাহী নগরের বিভিন্ন এলাকায় হরতালের সমর্থনে মিছিল করেছেন নেতাকর্মীরা। তারা বলেন, সাহস ভর করে বুক চিতিয়ে আন্দোলন চালিয়ে যাওয়া হবে। দাবি আদায় না হওয়া পর্যন্ত রাজপথ ছাড়া হবে না। পুলিশ বলছে, পরিস্থিতি স্বাভাবিক রয়েছে এবং কোনো অপ্রীতিকর ঘটনা ঘটেনি। — [345, 654, 585, 692]
date-bangla: ৪ অগ্রহায়ণ ১৪৩০ — [68, 31, 177, 49]
headline: বগুড়া লেখক চক্রের উদ্যোগে ১ ও ২ ডিসেম্বর কবি সম্মেলন — [686, 234, 937, 275]
column-rule — [249, 76, 250, 1437]
article-10 — [345, 814, 585, 939]
article-body: শনিবার তিনি মনোনয়ন ফরম সংগ্রহ করেন। মাগুরা-১ আসনসহ তিনটি আসনের জন্য তিনি ফরম কিনেছেন বলে জানা গেছে। জাতীয় দলের অধিনায়ক হিসেবে খেলাধুলার পাশাপাশি রাজনীতিতে আসতে আগ্রহ প্রকাশ করেছেন তিনি। দলীয় সূত্র জানায়, তার মনোনয়ন নিয়ে আলোচনা চলছে। — [345, 311, 585, 348]
article-body: তিনি বলেন, প্রকৃতির ভারসাম্য রক্ষায় অনুমতি ছাড়া গাছ কাটা যাবে না। সিটি করপোরেশনের নির্দেশনা অমান্য করলে ব্যবস্থা নেওয়া হবে। নগরের সবুজ এলাকা রক্ষায় নাগরিকদের সচেতন হওয়ার আহ্বান জানানো হয়। — [345, 910, 585, 938]
date-block — [68, 14, 177, 49]
column-rule — [681, 76, 682, 1437]
byline: প্রথম পাতার পর — [275, 761, 315, 769]
article-9 — [345, 613, 585, 811]
article-body: লীগের তৃণমূলের কার্যক্রমে নির্বাচনী প্রস্তুতি চলছে। দলীয় নেতাকর্মীরা প্রার্থীর পক্ষে মাঠে কাজ শুরু করেছেন। সরকারি কর্মকর্তাদের নির্বাচনী দায়িত্ব পালনে নিরপেক্ষ থাকার নির্দেশনা দেওয়া হয়েছে। কোনো কর্মকর্তা দলীয় কাজে সম্পৃক্ত হলে তার বিরুদ্ধে ব্যবস্থা নেওয়া হবে বলে জানিয়েছে নির্বাচন কমিশন। মাঠ প্রশাসনকে এ বিষয়ে সতর্ক থাকতে চিঠি দেওয়া হয়েছে। — [254, 107, 336, 231]
headline: জোটবদ্ধ ভোট করবে আওয়ামী লীগ — [360, 398, 570, 439]
column-rule — [590, 76, 591, 1437]
article-body: তিনি বলেন, বিদেশি কূটনীতিকরা নির্বাচনের আগে বেশি কথা বলছেন। এটি কূটনৈতিক শিষ্টাচারের পরিপন্থী। বাংলাদেশ একটি স্বাধীন সার্বভৌম দেশ, নির্বাচন নিয়ে সিদ্ধান্ত নেবে দেশের জনগণ। সংবিধান অনুযায়ী নির্ধারিত সময়েই নির্বাচন অনুষ্ঠিত হবে। — [686, 580, 937, 608]
headline: বিশ্বকাপের শিরোপার লড়াই আজ — [700, 811, 923, 832]
article-14 — [595, 970, 677, 1366]
article-body: উদ্বেগ প্রকাশ করে তিনি বলেন, গণতন্ত্রের স্বার্থে সব রাজনৈতিক দলকে পরস্পরের প্রতি সহনশীল হতে হবে। সহিংসতা কোনো সমাধান নয়। প্রতিটি দলকে নিয়মতান্ত্রিক পথে রাজনীতি করার আহ্বান জানান তিনি। মানবাধিকার রক্ষায় সরকারের পাশাপাশি সবার দায়িত্ব রয়েছে উল্লেখ করে তিনি বলেন, নির্বাচনের পরিবেশ শান্তিপূর্ণ রাখতে সকলকে এগিয়ে আসতে হবে। অনুষ্ঠানে বিশিষ্ট আইনজীবী, মানবাধিকারকর্মী ও বিভিন্ন পেশাজীবী সংগঠনের প্রতিনিধিরা উপস্থিত ছিলেন। — [8, 960, 244, 1017]
byline: প্রথম পাতার পর — [792, 538, 831, 546]
